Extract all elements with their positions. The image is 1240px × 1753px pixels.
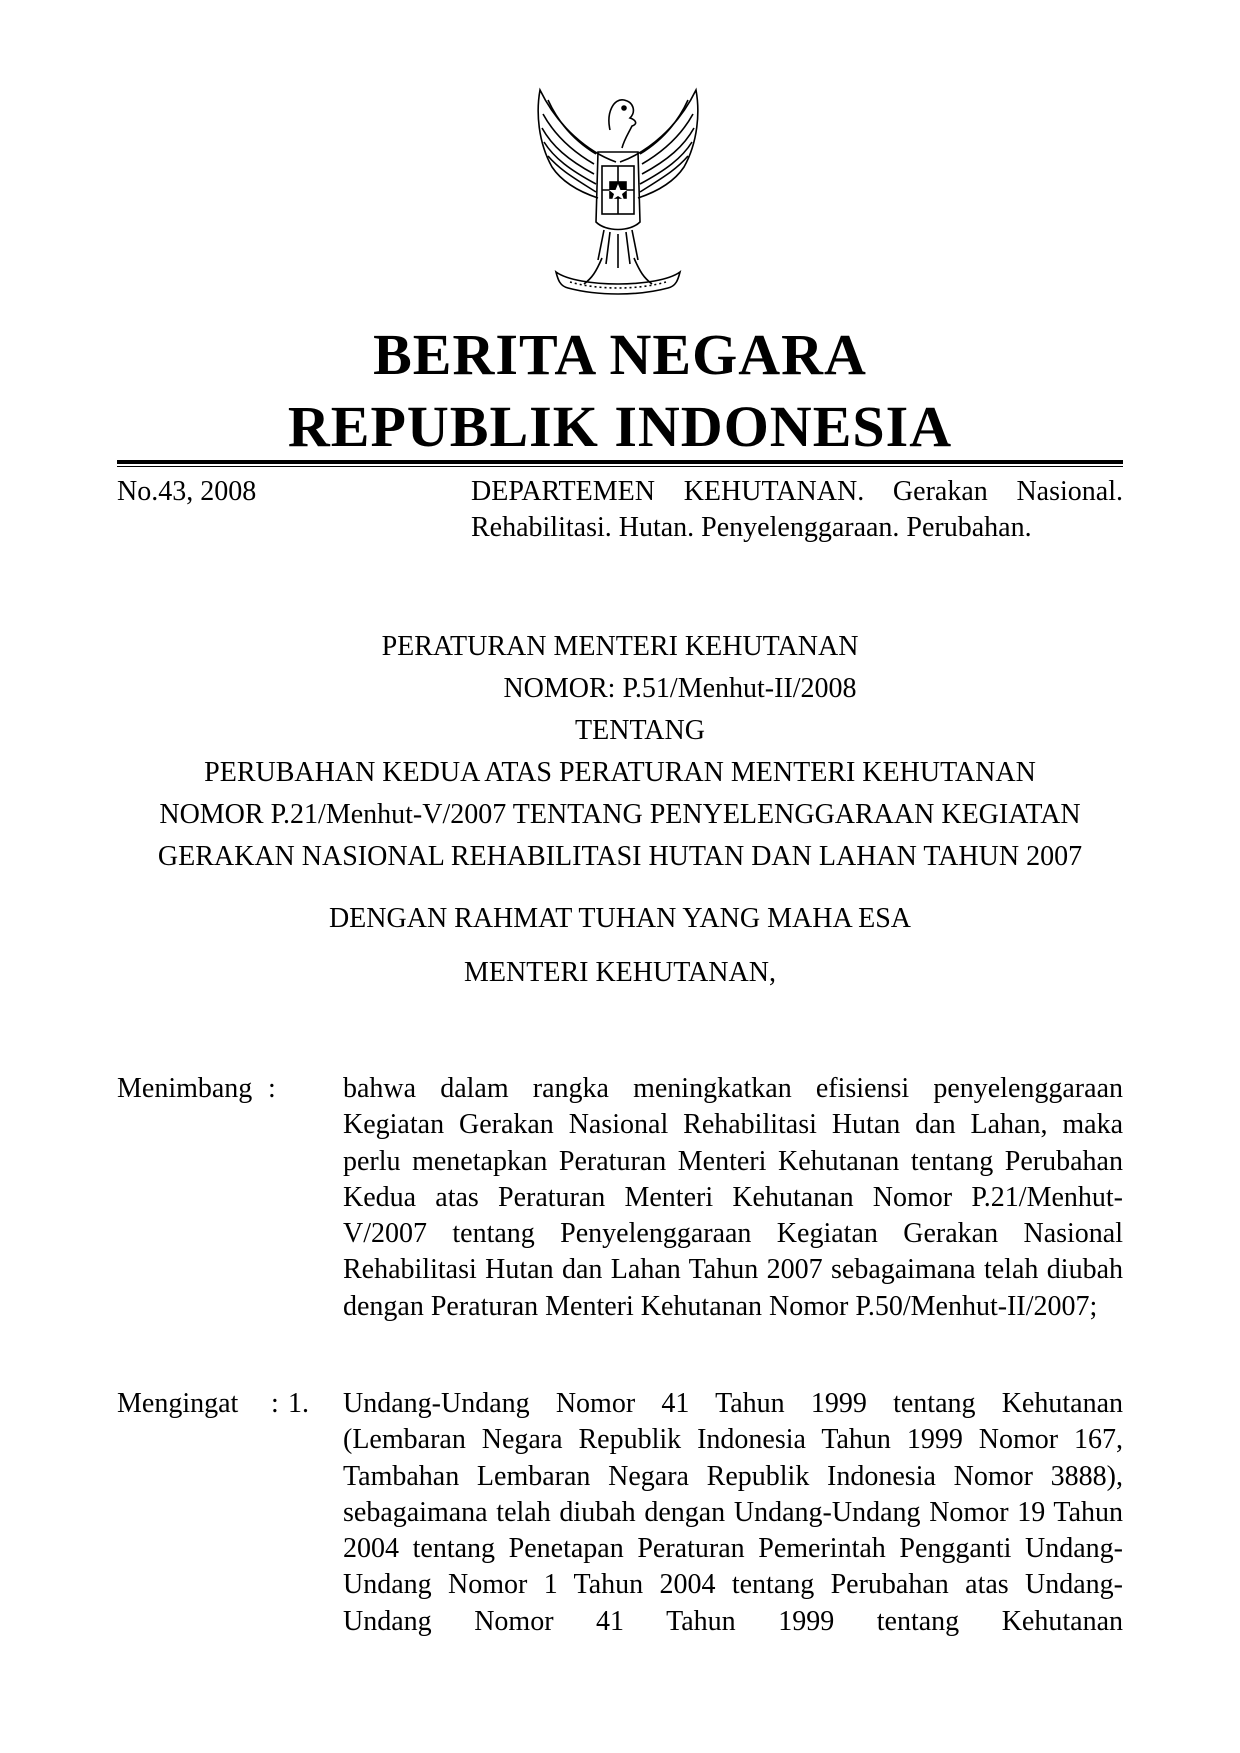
regulation-number: NOMOR: P.51/Menhut-II/2008 [503, 673, 857, 704]
publication-title-line1: BERITA NEGARA [373, 322, 867, 387]
regulation-tentang: TENTANG [575, 715, 705, 746]
regulation-title: PERATURAN MENTERI KEHUTANAN [381, 631, 859, 662]
issue-subject: DEPARTEMEN KEHUTANAN. Gerakan Nasional. Rehabilitasi. Hutan. Penyelenggaraan. Perubahan. [471, 476, 1123, 543]
header-rule-thick [117, 460, 1123, 464]
regulation-subject-line1: PERUBAHAN KEDUA ATAS PERATURAN MENTERI KEHUTANAN [204, 757, 1036, 788]
minister-heading: MENTERI KEHUTANAN, [464, 957, 776, 988]
mengingat-item-text: Undang-Undang Nomor 41 Tahun 1999 tentang Kehutanan (Lembaran Negara Republik Indonesia Tahun 1999 Nomor 167, Tambahan Lembaran Negara Republik Indonesia Nomor 3888), sebagaimana telah diubah dengan Undang-Undang Nomor 19 Tahun 2004 tentang Penetapan Peraturan Pemerintah Pengganti Undang-Undang Nomor 1 Tahun 2004 tentang Perubahan atas Undang-Undang Nomor 41 Tahun 1999 tentang Kehutanan [343, 1388, 1123, 1637]
issue-number: No.43, 2008 [117, 476, 257, 507]
garuda-emblem-icon [518, 82, 718, 300]
header-rule-thin [117, 466, 1123, 467]
menimbang-text: bahwa dalam rangka meningkatkan efisiensi penyelenggaraan Kegiatan Gerakan Nasional Rehabilitasi Hutan dan Lahan, maka perlu menetapkan Peraturan Menteri Kehutanan tentang Perubahan Kedua atas Peraturan Menteri Kehutanan Nomor P.21/Menhut-V/2007 tentang Penyelenggaraan Kegiatan Gerakan Nasional Rehabilitasi Hutan dan Lahan Tahun 2007 sebagaimana telah diubah dengan Peraturan Menteri Kehutanan Nomor P.50/Menhut-II/2007; [343, 1073, 1123, 1322]
mengingat-label: Mengingat [117, 1388, 239, 1419]
invocation: DENGAN RAHMAT TUHAN YANG MAHA ESA [328, 903, 912, 934]
mengingat-item-number: 1. [288, 1388, 309, 1419]
regulation-subject-line2: NOMOR P.21/Menhut-V/2007 TENTANG PENYELENGGARAAN KEGIATAN [159, 799, 1081, 830]
menimbang-colon: : [268, 1073, 276, 1104]
mengingat-colon: : [271, 1388, 279, 1419]
publication-title-line2: REPUBLIK INDONESIA [287, 394, 953, 459]
regulation-subject-line3: GERAKAN NASIONAL REHABILITASI HUTAN DAN LAHAN TAHUN 2007 [157, 841, 1083, 872]
menimbang-label: Menimbang [117, 1073, 253, 1104]
